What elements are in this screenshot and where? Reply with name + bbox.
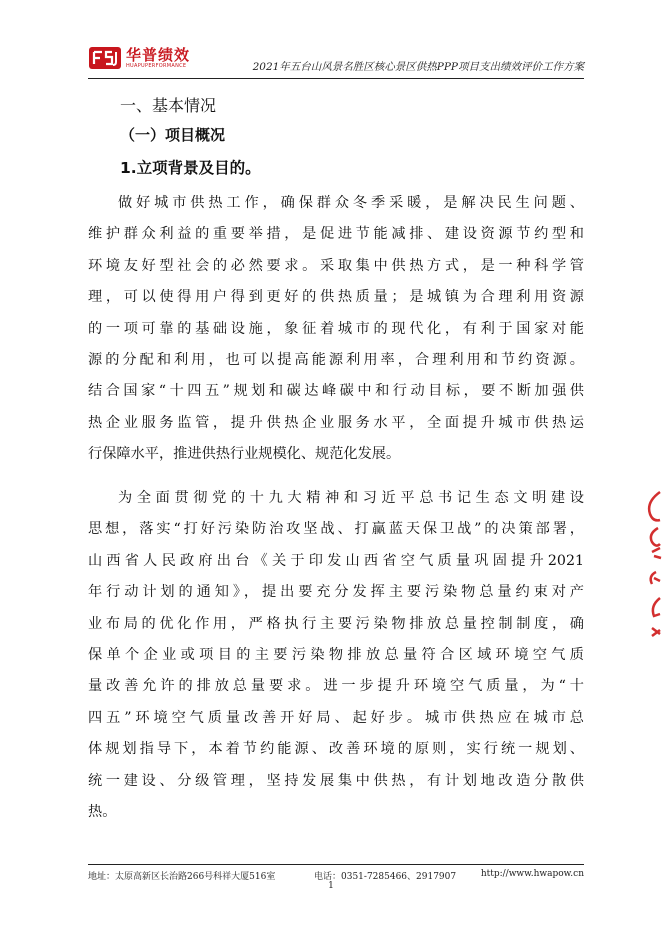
text-line: 思想，落实“打好污染防治攻坚战、打赢蓝天保卫战”的决策部署， bbox=[88, 521, 584, 538]
text-line: 山西省人民政府出台《关于印发山西省空气质量巩固提升2021 bbox=[88, 552, 584, 569]
text-line: 热企业服务监管，提升供热企业服务水平，全面提升城市供热运 bbox=[88, 414, 584, 431]
page-header bbox=[88, 44, 584, 76]
text-line: 的一项可靠的基础设施，象征着城市的现代化，有利于国家对能 bbox=[88, 320, 584, 337]
company-logo-icon bbox=[88, 44, 122, 72]
footer-phone: 电话：0351-7285466、2917907 bbox=[314, 872, 457, 882]
text-line: 结合国家“十四五”规划和碳达峰碳中和行动目标，要不断加强供 bbox=[88, 383, 584, 400]
text-line: 统一建设、分级管理，坚持发展集中供热，有计划地改造分散供 bbox=[88, 772, 584, 789]
text-line: 体规划指导下，本着节约能源、改善环境的原则，实行统一规划、 bbox=[88, 741, 584, 758]
footer-address: 地址：太原高新区长治路266号科祥大厦516室 bbox=[88, 872, 276, 882]
paragraph-policy bbox=[88, 483, 584, 828]
text-line: 行保障水平，推进供热行业规模化、规范化发展。 bbox=[88, 446, 401, 463]
text-line: 四五”环境空气质量改善开好局、起好步。城市供热应在城市总 bbox=[88, 709, 584, 726]
section-heading: 一、基本情况 bbox=[120, 96, 217, 115]
text-line: 业布局的优化作用，严格执行主要污染物排放总量控制制度，确 bbox=[88, 615, 584, 632]
paragraph-background bbox=[88, 188, 584, 471]
footer-divider bbox=[88, 864, 584, 865]
page-number: 1 bbox=[328, 881, 334, 891]
header-divider bbox=[88, 78, 584, 79]
topic-heading: 1.立项背景及目的。 bbox=[120, 159, 261, 177]
logo-text: 华普绩效 bbox=[126, 46, 191, 64]
seal-stamp-icon bbox=[640, 488, 662, 648]
text-line: 做好城市供热工作，确保群众冬季采暖，是解决民生问题、 bbox=[118, 195, 584, 211]
text-line: 环境友好型社会的必然要求。采取集中供热方式，是一种科学管 bbox=[88, 257, 584, 274]
subsection-heading: （一）项目概况 bbox=[120, 126, 226, 144]
text-line: 量改善允许的排放总量要求。进一步提升环境空气质量，为“十 bbox=[88, 678, 584, 695]
text-line: 理，可以使得用户得到更好的供热质量；是城镇为合理利用资源 bbox=[88, 289, 584, 306]
text-line: 源的分配和利用，也可以提高能源利用率，合理利用和节约资源。 bbox=[88, 351, 584, 368]
text-line: 热。 bbox=[88, 803, 117, 820]
text-line: 维护群众利益的重要举措，是促进节能减排、建设资源节约型和 bbox=[88, 226, 584, 243]
text-line: 为全面贯彻党的十九大精神和习近平总书记生态文明建设 bbox=[118, 490, 584, 506]
logo-subtext: HUAPUPERFORMANCE bbox=[126, 63, 187, 69]
text-line: 年行动计划的通知》，提出要充分发挥主要污染物总量约束对产 bbox=[88, 584, 584, 601]
text-line: 保单个企业或项目的主要污染物排放总量符合区域环境空气质 bbox=[88, 646, 584, 663]
footer-url[interactable]: http://www.hwapow.cn bbox=[480, 869, 584, 879]
document-title: 2021年五台山风景名胜区核心景区供热PPP项目支出绩效评价工作方案 bbox=[252, 61, 584, 73]
